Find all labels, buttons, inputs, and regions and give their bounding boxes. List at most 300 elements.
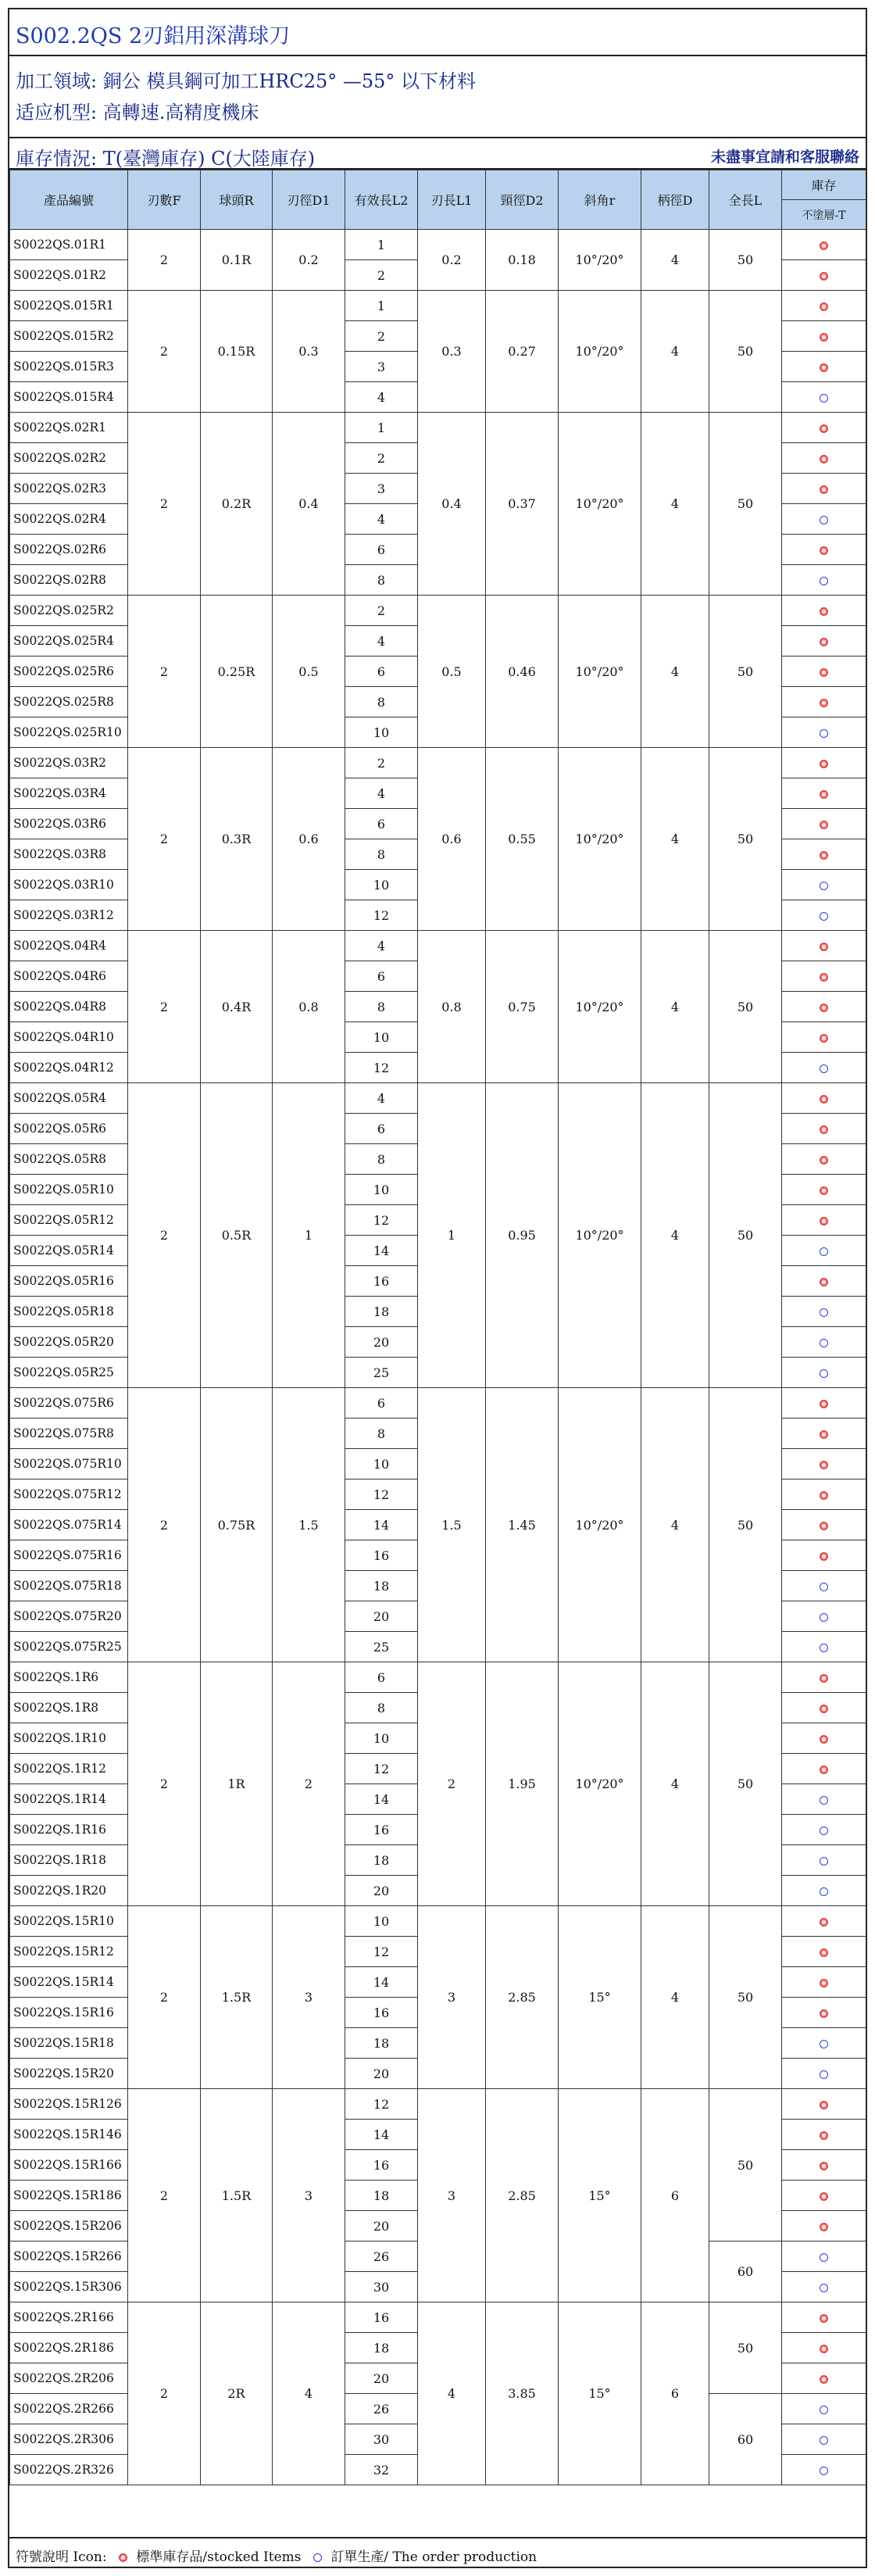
stock-status-cell (782, 474, 866, 504)
stock-status-cell (782, 565, 866, 596)
legend-bar (9, 2537, 866, 2567)
effective-length-cell: 1 (345, 291, 418, 321)
taper-angle-cell: 15° (559, 1906, 641, 2089)
effective-length-cell: 4 (345, 1083, 418, 1114)
product-code-cell: S0022QS.075R20 (10, 1601, 128, 1632)
stocked-item-icon (820, 2345, 828, 2353)
neck-diameter-cell: 0.18 (486, 230, 559, 291)
effective-length-cell: 6 (345, 1662, 418, 1693)
flutes-cell: 2 (128, 2089, 201, 2302)
order-production-icon (820, 577, 828, 585)
product-code-cell: S0022QS.15R18 (10, 2028, 128, 2059)
page-title: S002.2QS 2刃鋁用深溝球刀 (16, 24, 291, 48)
order-production-icon (820, 729, 828, 738)
overall-length-cell: 60 (709, 2394, 782, 2485)
order-production-icon (820, 1644, 828, 1652)
product-code-cell: S0022QS.15R306 (10, 2272, 128, 2302)
contact-note: 未盡事宜請和客服聯絡 (710, 148, 859, 166)
order-production-icon (820, 394, 828, 402)
ball-radius-cell: 0.4R (201, 931, 273, 1083)
product-code-cell: S0022QS.05R8 (10, 1144, 128, 1175)
product-code-cell: S0022QS.04R10 (10, 1022, 128, 1053)
product-code-cell: S0022QS.015R1 (10, 291, 128, 321)
effective-length-cell: 1 (345, 413, 418, 443)
stock-status-cell (782, 1297, 866, 1327)
stock-status-cell (782, 321, 866, 352)
effective-length-cell: 10 (345, 717, 418, 748)
flute-length-cell: 0.4 (418, 413, 486, 596)
header-uncoated: 不塗層-T (782, 200, 866, 230)
product-code-cell: S0022QS.05R4 (10, 1083, 128, 1114)
flute-length-cell: 2 (418, 1662, 486, 1906)
order-production-icon (820, 2406, 828, 2414)
effective-length-cell: 3 (345, 352, 418, 382)
product-code-cell: S0022QS.04R8 (10, 992, 128, 1022)
stocked-item-icon (820, 2009, 828, 2018)
cutting-diameter-cell: 0.2 (273, 230, 345, 291)
overall-length-cell: 50 (709, 596, 782, 748)
product-code-cell: S0022QS.1R20 (10, 1876, 128, 1906)
effective-length-cell: 12 (345, 1205, 418, 1236)
product-code-cell: S0022QS.01R1 (10, 230, 128, 260)
stock-status-cell (782, 931, 866, 961)
stock-status-cell (782, 2394, 866, 2424)
product-code-cell: S0022QS.025R6 (10, 657, 128, 687)
stock-status-cell (782, 1388, 866, 1419)
stock-status-cell (782, 2333, 866, 2363)
stock-status-cell (782, 1906, 866, 1937)
taper-angle-cell: 10°/20° (559, 230, 641, 291)
product-code-cell: S0022QS.015R4 (10, 382, 128, 413)
order-production-icon (820, 2467, 828, 2475)
effective-length-cell: 2 (345, 596, 418, 626)
stock-status-cell (782, 2028, 866, 2059)
order-production-icon (820, 1339, 828, 1347)
table-row (10, 413, 866, 443)
table-row (10, 230, 866, 260)
product-code-cell: S0022QS.15R126 (10, 2089, 128, 2120)
stock-status-cell (782, 961, 866, 992)
product-code-cell: S0022QS.03R6 (10, 809, 128, 839)
overall-length-cell: 50 (709, 230, 782, 291)
product-code-cell: S0022QS.025R2 (10, 596, 128, 626)
product-code-cell: S0022QS.075R10 (10, 1449, 128, 1479)
shank-diameter-cell: 4 (641, 931, 709, 1083)
taper-angle-cell: 10°/20° (559, 1388, 641, 1662)
stocked-item-icon (820, 1186, 828, 1195)
effective-length-cell: 20 (345, 2211, 418, 2241)
stocked-item-icon (820, 1674, 828, 1683)
product-code-cell: S0022QS.05R20 (10, 1327, 128, 1358)
effective-length-cell: 4 (345, 626, 418, 657)
stock-status-cell (782, 1693, 866, 1723)
stock-status-cell (782, 535, 866, 565)
product-code-cell: S0022QS.2R326 (10, 2455, 128, 2485)
effective-length-cell: 10 (345, 870, 418, 900)
stocked-item-icon (820, 242, 828, 250)
flute-length-cell: 0.6 (418, 748, 486, 931)
effective-length-cell: 2 (345, 443, 418, 474)
stock-status-cell (782, 1632, 866, 1662)
stocked-item-icon (820, 699, 828, 707)
effective-length-cell: 8 (345, 565, 418, 596)
product-code-cell: S0022QS.15R266 (10, 2241, 128, 2272)
header-flutes: 刃數F (128, 170, 201, 230)
cutting-diameter-cell: 1.5 (273, 1388, 345, 1662)
shank-diameter-cell: 4 (641, 413, 709, 596)
cutting-diameter-cell: 3 (273, 2089, 345, 2302)
product-code-cell: S0022QS.1R8 (10, 1693, 128, 1723)
stocked-item-icon (820, 302, 828, 311)
product-code-cell: S0022QS.03R4 (10, 778, 128, 809)
stock-status-cell (782, 2272, 866, 2302)
flutes-cell: 2 (128, 931, 201, 1083)
product-code-cell: S0022QS.15R14 (10, 1967, 128, 1998)
cutting-diameter-cell: 1 (273, 1083, 345, 1388)
header-ball-radius: 球頭R (201, 170, 273, 230)
product-code-cell: S0022QS.05R25 (10, 1358, 128, 1388)
stock-status-cell (782, 717, 866, 748)
stock-status-cell (782, 839, 866, 870)
stock-status-cell (782, 1998, 866, 2028)
overall-length-cell: 50 (709, 1662, 782, 1906)
product-code-cell: S0022QS.02R6 (10, 535, 128, 565)
stocked-item-icon (119, 2553, 127, 2562)
effective-length-cell: 6 (345, 1388, 418, 1419)
product-code-cell: S0022QS.03R8 (10, 839, 128, 870)
stocked-item-icon (820, 760, 828, 768)
overall-length-cell: 50 (709, 1388, 782, 1662)
product-code-cell: S0022QS.04R4 (10, 931, 128, 961)
machine-type-text: 适应机型: 高轉速.高精度機床 (16, 102, 259, 123)
product-code-cell: S0022QS.02R1 (10, 413, 128, 443)
table-row (10, 748, 866, 778)
stock-status-cell (782, 352, 866, 382)
stock-status-cell (782, 1449, 866, 1479)
neck-diameter-cell: 0.27 (486, 291, 559, 413)
product-code-cell: S0022QS.04R6 (10, 961, 128, 992)
effective-length-cell: 6 (345, 657, 418, 687)
product-code-cell: S0022QS.075R16 (10, 1540, 128, 1571)
effective-length-cell: 6 (345, 809, 418, 839)
stocked-item-icon (820, 2314, 828, 2323)
order-production-icon (820, 882, 828, 890)
stock-status-cell (782, 1479, 866, 1510)
stock-status-cell (782, 1510, 866, 1540)
ball-radius-cell: 1.5R (201, 1906, 273, 2089)
stocked-item-icon (820, 1125, 828, 1134)
stock-status-cell (782, 2089, 866, 2120)
effective-length-cell: 20 (345, 1327, 418, 1358)
product-code-cell: S0022QS.1R10 (10, 1723, 128, 1754)
effective-length-cell: 6 (345, 961, 418, 992)
flutes-cell: 2 (128, 1388, 201, 1662)
flutes-cell: 2 (128, 1662, 201, 1906)
order-production-icon (820, 1796, 828, 1805)
taper-angle-cell: 10°/20° (559, 931, 641, 1083)
product-code-cell: S0022QS.015R2 (10, 321, 128, 352)
stock-status-cell (782, 1784, 866, 1815)
ball-radius-cell: 0.2R (201, 413, 273, 596)
product-code-cell: S0022QS.15R10 (10, 1906, 128, 1937)
effective-length-cell: 8 (345, 839, 418, 870)
effective-length-cell: 14 (345, 1236, 418, 1266)
shank-diameter-cell: 6 (641, 2089, 709, 2302)
order-production-icon (820, 2436, 828, 2445)
effective-length-cell: 2 (345, 748, 418, 778)
catalog-sheet (8, 8, 867, 2568)
product-code-cell: S0022QS.05R18 (10, 1297, 128, 1327)
table-row (10, 2089, 866, 2120)
ball-radius-cell: 0.5R (201, 1083, 273, 1388)
stock-status-cell (782, 2059, 866, 2089)
effective-length-cell: 8 (345, 687, 418, 717)
product-code-cell: S0022QS.02R4 (10, 504, 128, 535)
effective-length-cell: 16 (345, 2150, 418, 2181)
stocked-item-icon (820, 1705, 828, 1713)
flutes-cell: 2 (128, 1906, 201, 2089)
stocked-item-icon (820, 851, 828, 860)
product-code-cell: S0022QS.1R14 (10, 1784, 128, 1815)
shank-diameter-cell: 4 (641, 291, 709, 413)
product-code-cell: S0022QS.075R18 (10, 1571, 128, 1601)
table-row (10, 596, 866, 626)
cutting-diameter-cell: 0.5 (273, 596, 345, 748)
stocked-item-icon (820, 2192, 828, 2201)
taper-angle-cell: 15° (559, 2302, 641, 2485)
effective-length-cell: 18 (345, 2028, 418, 2059)
effective-length-cell: 30 (345, 2272, 418, 2302)
stocked-item-icon (820, 1278, 828, 1286)
flutes-cell: 2 (128, 1083, 201, 1388)
product-code-cell: S0022QS.2R266 (10, 2394, 128, 2424)
stock-status-cell (782, 1236, 866, 1266)
stocked-item-icon (820, 2101, 828, 2109)
order-production-icon (820, 516, 828, 524)
stock-status-cell (782, 1723, 866, 1754)
product-code-cell: S0022QS.2R186 (10, 2333, 128, 2363)
effective-length-cell: 2 (345, 260, 418, 291)
stocked-item-icon (820, 2131, 828, 2140)
stocked-item-icon (820, 790, 828, 799)
effective-length-cell: 4 (345, 778, 418, 809)
flute-length-cell: 4 (418, 2302, 486, 2485)
effective-length-cell: 14 (345, 2120, 418, 2150)
shank-diameter-cell: 4 (641, 596, 709, 748)
flutes-cell: 2 (128, 748, 201, 931)
product-code-cell: S0022QS.075R8 (10, 1419, 128, 1449)
product-code-cell: S0022QS.075R6 (10, 1388, 128, 1419)
product-code-cell: S0022QS.02R2 (10, 443, 128, 474)
ball-radius-cell: 0.15R (201, 291, 273, 413)
neck-diameter-cell: 0.46 (486, 596, 559, 748)
header-cutting-diameter: 刃徑D1 (273, 170, 345, 230)
effective-length-cell: 20 (345, 2059, 418, 2089)
product-code-cell: S0022QS.01R2 (10, 260, 128, 291)
overall-length-cell: 50 (709, 748, 782, 931)
overall-length-cell: 50 (709, 1906, 782, 2089)
table-row (10, 1083, 866, 1114)
effective-length-cell: 32 (345, 2455, 418, 2485)
ball-radius-cell: 0.75R (201, 1388, 273, 1662)
stock-status-cell (782, 778, 866, 809)
stock-status-cell (782, 382, 866, 413)
stocked-item-icon (820, 1918, 828, 1927)
effective-length-cell: 2 (345, 321, 418, 352)
product-code-cell: S0022QS.15R16 (10, 1998, 128, 2028)
effective-length-cell: 6 (345, 535, 418, 565)
cutting-diameter-cell: 4 (273, 2302, 345, 2485)
effective-length-cell: 20 (345, 2363, 418, 2394)
effective-length-cell: 18 (345, 1297, 418, 1327)
stocked-item-icon (820, 1552, 828, 1561)
product-code-cell: S0022QS.15R206 (10, 2211, 128, 2241)
title-bar (9, 9, 866, 56)
stocked-item-icon (820, 1461, 828, 1469)
flute-length-cell: 1.5 (418, 1388, 486, 1662)
stock-status-cell (782, 1419, 866, 1449)
taper-angle-cell: 15° (559, 2089, 641, 2302)
stock-status-cell (782, 1876, 866, 1906)
stock-status-cell (782, 809, 866, 839)
stock-status-cell (782, 2211, 866, 2241)
stock-status-cell (782, 2241, 866, 2272)
effective-length-cell: 3 (345, 474, 418, 504)
taper-angle-cell: 10°/20° (559, 748, 641, 931)
effective-length-cell: 4 (345, 931, 418, 961)
product-code-cell: S0022QS.025R8 (10, 687, 128, 717)
product-code-cell: S0022QS.1R16 (10, 1815, 128, 1845)
effective-length-cell: 12 (345, 1754, 418, 1784)
stock-status-cell (782, 1754, 866, 1784)
flute-length-cell: 0.3 (418, 291, 486, 413)
legend-label: 符號說明 Icon: (16, 2549, 107, 2565)
product-code-cell: S0022QS.1R18 (10, 1845, 128, 1876)
flute-length-cell: 0.8 (418, 931, 486, 1083)
effective-length-cell: 12 (345, 1937, 418, 1967)
stock-status-cell (782, 2302, 866, 2333)
stock-status-cell (782, 1967, 866, 1998)
product-code-cell: S0022QS.015R3 (10, 352, 128, 382)
stock-status-cell (782, 2150, 866, 2181)
stocked-item-icon (820, 943, 828, 951)
product-code-cell: S0022QS.02R8 (10, 565, 128, 596)
cutting-diameter-cell: 3 (273, 1906, 345, 2089)
ball-radius-cell: 1R (201, 1662, 273, 1906)
effective-length-cell: 20 (345, 1601, 418, 1632)
order-production-icon (820, 1369, 828, 1378)
overall-length-cell: 50 (709, 2089, 782, 2241)
effective-length-cell: 12 (345, 1053, 418, 1083)
product-code-cell: S0022QS.15R166 (10, 2150, 128, 2181)
stocked-item-icon (820, 1217, 828, 1225)
cutting-diameter-cell: 0.3 (273, 291, 345, 413)
stock-status-cell (782, 230, 866, 260)
flutes-cell: 2 (128, 413, 201, 596)
effective-length-cell: 25 (345, 1632, 418, 1662)
effective-length-cell: 18 (345, 2181, 418, 2211)
shank-diameter-cell: 4 (641, 1388, 709, 1662)
table-row (10, 1388, 866, 1419)
header-stock: 庫存 (782, 170, 866, 200)
effective-length-cell: 10 (345, 1906, 418, 1937)
table-row (10, 2302, 866, 2333)
stocked-item-icon (820, 2375, 828, 2384)
stocked-item-icon (820, 1095, 828, 1104)
stocked-item-icon (820, 485, 828, 494)
effective-length-cell: 8 (345, 1144, 418, 1175)
effective-length-cell: 6 (345, 1114, 418, 1144)
overall-length-cell: 50 (709, 931, 782, 1083)
flute-length-cell: 3 (418, 2089, 486, 2302)
legend-order-text: 訂單生產/ The order production (330, 2549, 538, 2565)
product-code-cell: S0022QS.075R12 (10, 1479, 128, 1510)
effective-length-cell: 4 (345, 382, 418, 413)
stocked-item-icon (820, 668, 828, 677)
product-code-cell: S0022QS.15R186 (10, 2181, 128, 2211)
effective-length-cell: 16 (345, 2302, 418, 2333)
stocked-item-icon (820, 821, 828, 829)
shank-diameter-cell: 4 (641, 1662, 709, 1906)
ball-radius-cell: 0.1R (201, 230, 273, 291)
header-neck-diameter: 頸徑D2 (486, 170, 559, 230)
flute-length-cell: 3 (418, 1906, 486, 2089)
table-row (10, 931, 866, 961)
stocked-item-icon (820, 2223, 828, 2231)
product-code-cell: S0022QS.05R14 (10, 1236, 128, 1266)
stocked-item-icon (820, 272, 828, 281)
stocked-item-icon (820, 1430, 828, 1439)
taper-angle-cell: 10°/20° (559, 413, 641, 596)
product-table (9, 170, 866, 2485)
effective-length-cell: 30 (345, 2424, 418, 2455)
order-production-icon (820, 1613, 828, 1622)
stock-status-cell (782, 2424, 866, 2455)
effective-length-cell: 8 (345, 992, 418, 1022)
flutes-cell: 2 (128, 2302, 201, 2485)
flute-length-cell: 0.5 (418, 596, 486, 748)
stock-status-cell (782, 260, 866, 291)
stocked-item-icon (820, 1400, 828, 1408)
neck-diameter-cell: 0.75 (486, 931, 559, 1083)
neck-diameter-cell: 0.37 (486, 413, 559, 596)
stock-status-cell (782, 626, 866, 657)
neck-diameter-cell: 0.95 (486, 1083, 559, 1388)
effective-length-cell: 25 (345, 1358, 418, 1388)
stock-status-cell (782, 900, 866, 931)
product-code-cell: S0022QS.05R16 (10, 1266, 128, 1297)
product-code-cell: S0022QS.03R10 (10, 870, 128, 900)
stock-status-cell (782, 748, 866, 778)
product-code-cell: S0022QS.025R4 (10, 626, 128, 657)
header-overall-length: 全長L (709, 170, 782, 230)
stock-status-cell (782, 2363, 866, 2394)
stocked-item-icon (820, 424, 828, 433)
stock-status-cell (782, 992, 866, 1022)
effective-length-cell: 18 (345, 2333, 418, 2363)
overall-length-cell: 50 (709, 1083, 782, 1388)
stock-status-cell (782, 596, 866, 626)
product-code-cell: S0022QS.15R12 (10, 1937, 128, 1967)
stock-status-text: 庫存情況: T(臺灣庫存) C(大陸庫存) (16, 148, 316, 170)
effective-length-cell: 8 (345, 1419, 418, 1449)
flutes-cell: 2 (128, 230, 201, 291)
effective-length-cell: 10 (345, 1022, 418, 1053)
table-row (10, 1662, 866, 1693)
effective-length-cell: 26 (345, 2394, 418, 2424)
stocked-item-icon (820, 638, 828, 646)
overall-length-cell: 60 (709, 2241, 782, 2302)
